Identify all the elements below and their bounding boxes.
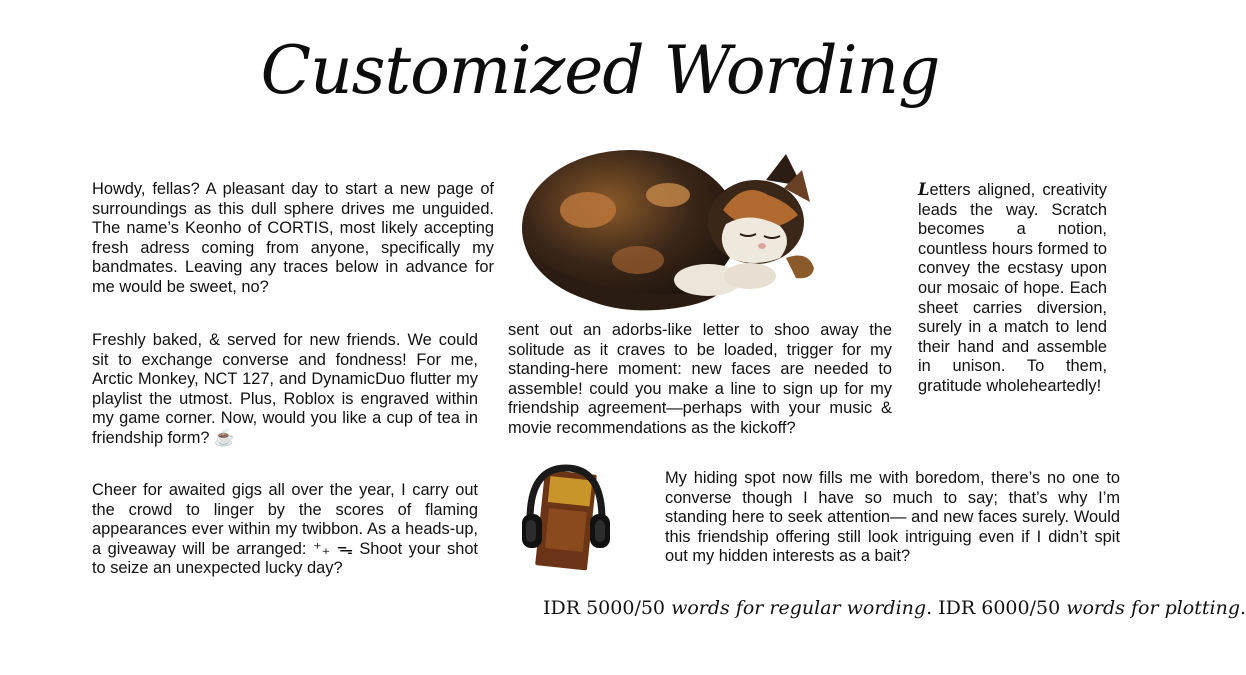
footer-end: . [1240,597,1246,619]
plotting-price: IDR 6000/50 [938,597,1061,619]
headphones-book-image [518,460,613,570]
hiding-paragraph: My hiding spot now fills me with boredom, there’s no one to converse though I have so much to say; that’s why I’m standing here to seek attention— and new faces surely. Would this friendship offering still look intriguing even if I didn’t spit out my hidden interests as a bait? [665,469,1120,566]
intro-paragraph: Howdy, fellas? A pleasant day to start a new page of surroundings as this dull sphere drives me unguided. The name’s Keonho of CORTIS, most likely accepting fresh adress coming from anyone, specifically my bandmates. Leaving any traces below in advance for me would be sweet, no? [92,180,494,296]
price-separator: . [926,597,939,619]
tea-paragraph: Freshly baked, & served for new friends. We could sit to exchange converse and fondness! For me, Arctic Monkey, NCT 127, and DynamicDuo flutter my playlist the utmost. Plus, Roblox is engraved within my game corner. Now, would you like a cup of tea in friendship form? ☕ [92,331,478,447]
regular-price-label: words for regular wording [671,597,927,619]
sleeping-calico-cat-image [518,140,818,320]
letters-paragraph [918,180,1107,397]
page-title: Customized Wording [260,32,940,109]
gigs-paragraph: Cheer for awaited gigs all over the year, I carry out the crowd to linger by the scores of flaming appearances ever within my twibbon. As a heads-up, a giveaway will be arranged: ⁺₊ ᯓ Shoot your shot to seize an unexpected lucky day? [92,481,478,578]
drop-cap: L [918,180,930,199]
pricing-footer [543,597,1246,619]
plotting-price-label: words for plotting [1066,597,1240,619]
letter-paragraph: sent out an adorbs-like letter to shoo away the solitude as it craves to be loaded, trigger for my standing-here moment: new faces are needed to assemble! could you make a line to sign up for my friendship agreement—perhaps with your music & movie recommendations as the kickoff? [508,321,892,437]
regular-price: IDR 5000/50 [543,597,666,619]
letters-paragraph-text: etters aligned, creativity leads the way. Scratch becomes a notion, countless hours formed to convey the ecstasy upon our mosaic of hope. Each sheet carries diversion, surely in a match to lend their hand and assemble in unison. To them, gratitude wholeheartedly! [918,181,1107,395]
